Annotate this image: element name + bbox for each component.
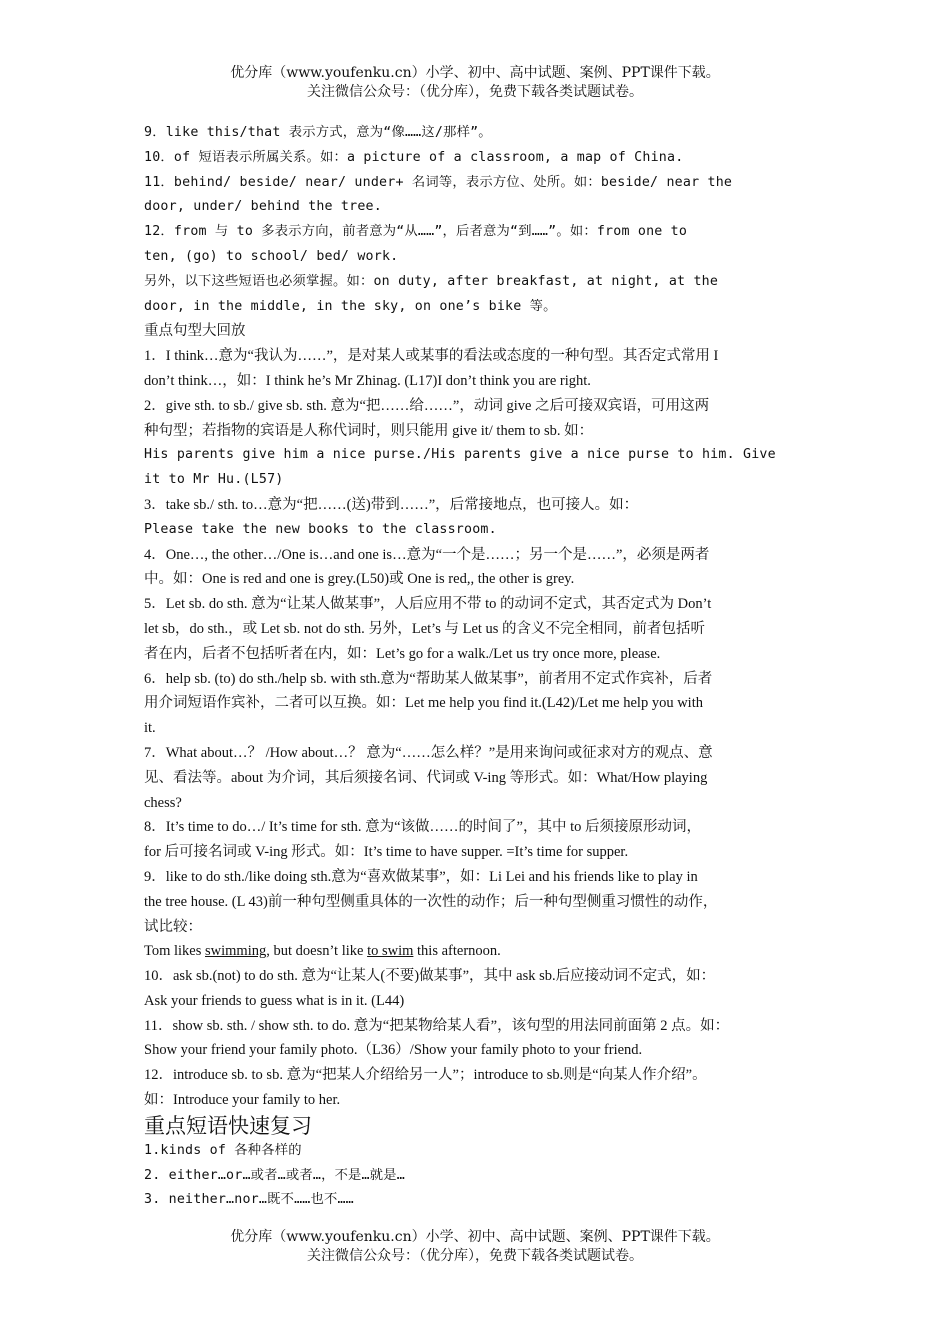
text-line: 10．ask sb.(not) to do sth. 意为“让某人(不要)做某事”，其中 ask sb.后应接动词不定式，如： [144,968,716,985]
text-line: 3. neither…nor…既不……也不…… [144,1192,354,1208]
underlined-text: to swim [367,943,414,960]
page-footer [0,1228,950,1266]
header-line-2: 关注微信公众号：（优分库），免费下载各类试题试卷。 [307,84,643,100]
text-line: 12．from 与 to 多表示方向，前者意为“从……”，后者意为“到……”。如：from one to [144,224,688,240]
text-line: door, under/ behind the tree. [144,199,382,215]
text-line: 者在内，后者不包括听者在内，如：Let’s go for a walk./Let us try once more, please. [144,645,661,662]
text-line: 中。如：One is red and one is grey.(L50)或 One is red,, the other is grey. [144,571,575,588]
text-segment: , but doesn’t like [266,943,368,960]
text-segment: this afternoon. [413,943,501,960]
text-line: 11．show sb. sth. / show sth. to do. 意为“把某物给某人看”，该句型的用法同前面第 2 点。如： [144,1017,730,1034]
text-line: door, in the middle, in the sky, on one’s bike 等。 [144,298,557,314]
text-line: 种句型；若指物的宾语是人称代词时，则只能用 give it/ them to sb. 如： [144,422,594,439]
text-line: 8．It’s time to do…/ It’s time for sth. 意为“该做……的时间了”，其中 to 后须接原形动词， [144,819,702,836]
footer-line-1: 优分库（www.youfenku.cn）小学、初中、高中试题、案例、PPT课件下载。 [230,1229,720,1245]
text-line: 试比较： [144,918,202,935]
text-line: 9．like to do sth./like doing sth.意为“喜欢做某事”，如：Li Lei and his friends like to play in [144,868,698,885]
text-line: 7．What about…？ /How about…？ 意为“……怎么样？”是用来询问或征求对方的观点、意 [144,744,713,761]
text-line: don’t think…，如：I think he’s Mr Zhinag. (L17)I don’t think you are right. [144,372,591,389]
text-line: Show your friend your family photo.（L36）/Show your family photo to your friend. [144,1042,643,1059]
text-line: 10．of 短语表示所属关系。如：a picture of a classroom, a map of China. [144,149,684,165]
text-line: 3．take sb./ sth. to…意为“把……(送)带到……”，后常接地点，也可接人。如： [144,496,639,513]
text-line: let sb，do sth.，或 Let sb. not do sth. 另外，Let’s 与 Let us 的含义不完全相同，前者包括听 [144,620,706,637]
text-line [144,939,812,964]
text-line: 12．introduce sb. to sb. 意为“把某人介绍给另一人”；introduce to sb.则是“向某人作介绍”。 [144,1067,707,1084]
text-line: 用介词短语作宾补，二者可以互换。如：Let me help you find it.(L42)/Let me help you with [144,695,703,712]
text-line: the tree house. (L 43)前一种句型侧重具体的一次性的动作；后一种句型侧重习惯性的动作， [144,893,718,910]
text-line: 见、看法等。about 为介词，其后须接名词、代词或 V-ing 等形式。如：What/How playing [144,769,708,786]
text-line: 1.kinds of 各种各样的 [144,1142,302,1158]
underlined-text: swimming [205,943,267,960]
text-line: it to Mr Hu.(L57) [144,472,284,488]
text-line: 2. either…or…或者…或者…，不是…就是… [144,1167,405,1183]
text-line: it. [144,720,156,737]
section-heading: 重点句型大回放 [144,323,246,340]
text-segment: Tom likes [144,943,206,960]
text-line: 9．like this/that 表示方式，意为“像……这/那样”。 [144,125,492,140]
text-line: 5．Let sb. do sth. 意为“让某人做某事”，人后应用不带 to 的动词不定式，其否定式为 Don’t [144,596,712,613]
text-line: 另外，以下这些短语也必须掌握。如：on duty, after breakfast, at night, at the [144,273,719,289]
header-line-1: 优分库（www.youfenku.cn）小学、初中、高中试题、案例、PPT课件下载。 [230,65,720,81]
text-line: chess? [144,794,182,811]
text-line: ten, (go) to school/ bed/ work. [144,248,399,264]
document-body [144,121,812,1213]
text-line: 1．I think…意为“我认为……”，是对某人或某事的看法或态度的一种句型。其否定式常用 I [144,348,719,365]
text-line: 4．One…, the other…/One is…and one is…意为“一个是……；另一个是……”，必须是两者 [144,546,710,563]
text-line: 6．help sb. (to) do sth./help sb. with sth.意为“帮助某人做某事”，前者用不定式作宾补，后者 [144,670,713,687]
section-heading: 重点短语快速复习 [144,1113,312,1138]
text-line: 2．give sth. to sb./ give sb. sth. 意为“把……给……”，动词 give 之后可接双宾语，可用这两 [144,397,710,414]
text-line: His parents give him a nice purse./His parents give a nice purse to him. Give [144,447,776,463]
text-line: for 后可接名词或 V-ing 形式。如：It’s time to have supper. =It’s time for supper. [144,844,629,861]
text-line: 如：Introduce your family to her. [144,1092,341,1109]
text-line: Please take the new books to the classroom. [144,521,497,537]
text-line: 11．behind/ beside/ near/ under+ 名词等，表示方位、处所。如：beside/ near the [144,174,733,190]
footer-line-2: 关注微信公众号：（优分库），免费下载各类试题试卷。 [307,1248,643,1264]
text-line: Ask your friends to guess what is in it. (L44) [144,992,405,1009]
page-header [0,64,950,102]
